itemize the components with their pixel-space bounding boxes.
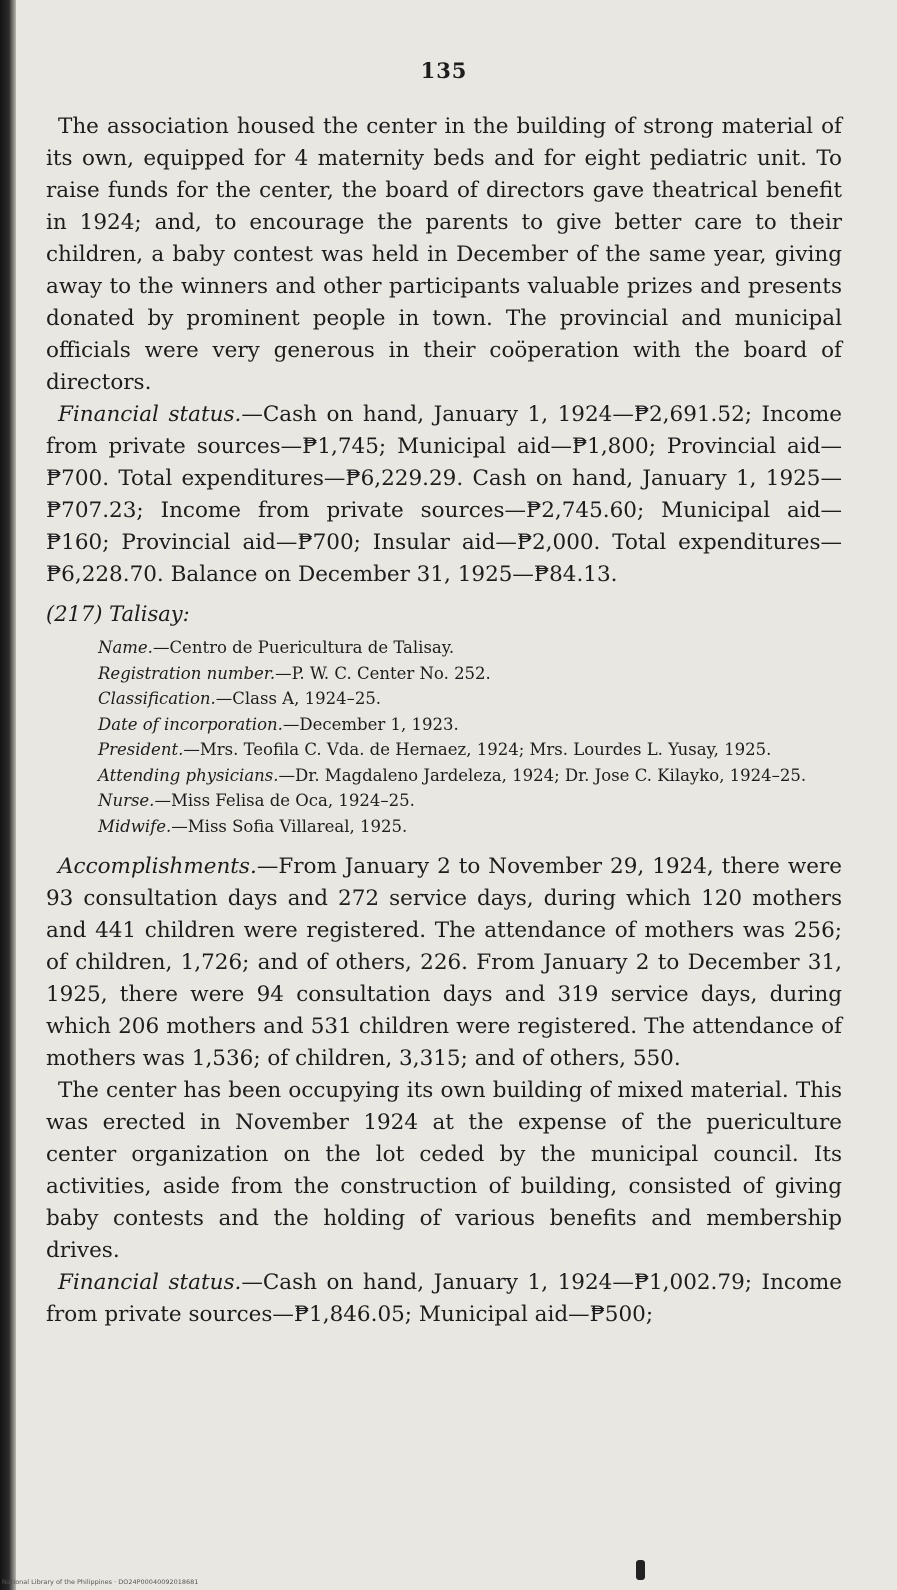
detail-line bbox=[98, 763, 842, 789]
paragraph bbox=[46, 1267, 842, 1331]
detail-value: —December 1, 1923. bbox=[282, 714, 459, 734]
detail-line bbox=[98, 737, 842, 763]
detail-label: Midwife. bbox=[98, 816, 172, 836]
paragraph-lead: Financial status. bbox=[58, 1270, 242, 1295]
document-page bbox=[46, 58, 842, 1331]
paragraph-text: —From January 2 to November 29, 1924, there were 93 consultation days and 272 service days, during which 120 mothers and 441 children were registered. The attendance of mothers was 256; of children, 1,726; and of others, 226. From January 2 to December 31, 1925, there were 94 consultation days and 319 service days, during which 206 mothers and 531 children were registered. The attendance of mothers was 1,536; of children, 3,315; and of others, 550. bbox=[46, 854, 842, 1071]
entry-heading: (217) Talisay: bbox=[46, 602, 190, 626]
entry-details bbox=[98, 635, 842, 839]
accomplishments-section bbox=[46, 851, 842, 1331]
intro-section bbox=[46, 111, 842, 591]
ink-mark bbox=[636, 1560, 645, 1580]
paragraph bbox=[46, 399, 842, 591]
paragraph-text: —Cash on hand, January 1, 1924—₱1,002.79; Income from private sources—₱1,846.05; Municipal aid—₱500; bbox=[46, 1270, 842, 1327]
paragraph-text: —Cash on hand, January 1, 1924—₱2,691.52; Income from private sources—₱1,745; Municipal aid—₱1,800; Provincial aid—₱700. Total expenditures—₱6,229.29. Cash on hand, January 1, 1925—₱707.23; Income from private sources—₱2,745.60; Municipal aid—₱160; Provincial aid—₱700; Insular aid—₱2,000. Total expenditures—₱6,228.70. Balance on December 31, 1925—₱84.13. bbox=[46, 402, 842, 587]
detail-line bbox=[98, 635, 842, 661]
detail-line bbox=[98, 686, 842, 712]
paragraph bbox=[46, 1075, 842, 1267]
paragraph-text: The association housed the center in the building of strong material of its own, equipped for 4 maternity beds and for eight pediatric unit. To raise funds for the center, the board of directors gave theatrical benefit in 1924; and, to encourage the parents to give better care to their children, a baby contest was held in December of the same year, giving away to the winners and other participants valuable prizes and presents donated by prominent people in town. The provincial and municipal officials were very generous in their coöperation with the board of directors. bbox=[46, 114, 842, 395]
detail-value: —Dr. Magdaleno Jardeleza, 1924; Dr. Jose C. Kilayko, 1924–25. bbox=[278, 765, 807, 785]
paragraph bbox=[46, 851, 842, 1075]
detail-value: —P. W. C. Center No. 252. bbox=[275, 663, 491, 683]
page-number: 135 bbox=[420, 58, 468, 83]
paragraph-lead: Financial status. bbox=[58, 402, 242, 427]
detail-line bbox=[98, 814, 842, 840]
detail-value: —Miss Sofia Villareal, 1925. bbox=[171, 816, 408, 836]
detail-line bbox=[98, 661, 842, 687]
detail-label: Classification. bbox=[98, 689, 216, 708]
detail-label: Attending physicians. bbox=[98, 765, 279, 785]
detail-value: —Miss Felisa de Oca, 1924–25. bbox=[154, 791, 415, 810]
detail-label: President. bbox=[98, 740, 184, 759]
detail-value: —Class A, 1924–25. bbox=[215, 689, 382, 708]
paragraph bbox=[46, 111, 842, 399]
detail-value: —Centro de Puericultura de Talisay. bbox=[152, 638, 455, 657]
detail-value: —Mrs. Teofila C. Vda. de Hernaez, 1924; Mrs. Lourdes L. Yusay, 1925. bbox=[183, 740, 772, 759]
detail-label: Date of incorporation. bbox=[98, 714, 283, 734]
paragraph-text: The center has been occupying its own building of mixed material. This was erected in November 1924 at the expense of the puericulture center organization on the lot ceded by the municipal council. Its activities, aside from the construction of building, consisted of giving baby contests and the holding of various benefits and membership drives. bbox=[46, 1078, 842, 1263]
paragraph-lead: Accomplishments. bbox=[58, 854, 257, 879]
detail-label: Nurse. bbox=[98, 791, 155, 810]
detail-label: Name. bbox=[98, 638, 153, 657]
footer-credit: National Library of the Philippines · DO24P00040092018681 bbox=[2, 1578, 199, 1586]
detail-label: Registration number. bbox=[98, 663, 276, 683]
detail-line bbox=[98, 788, 842, 814]
page-binding-edge bbox=[0, 0, 16, 1590]
detail-line bbox=[98, 712, 842, 738]
